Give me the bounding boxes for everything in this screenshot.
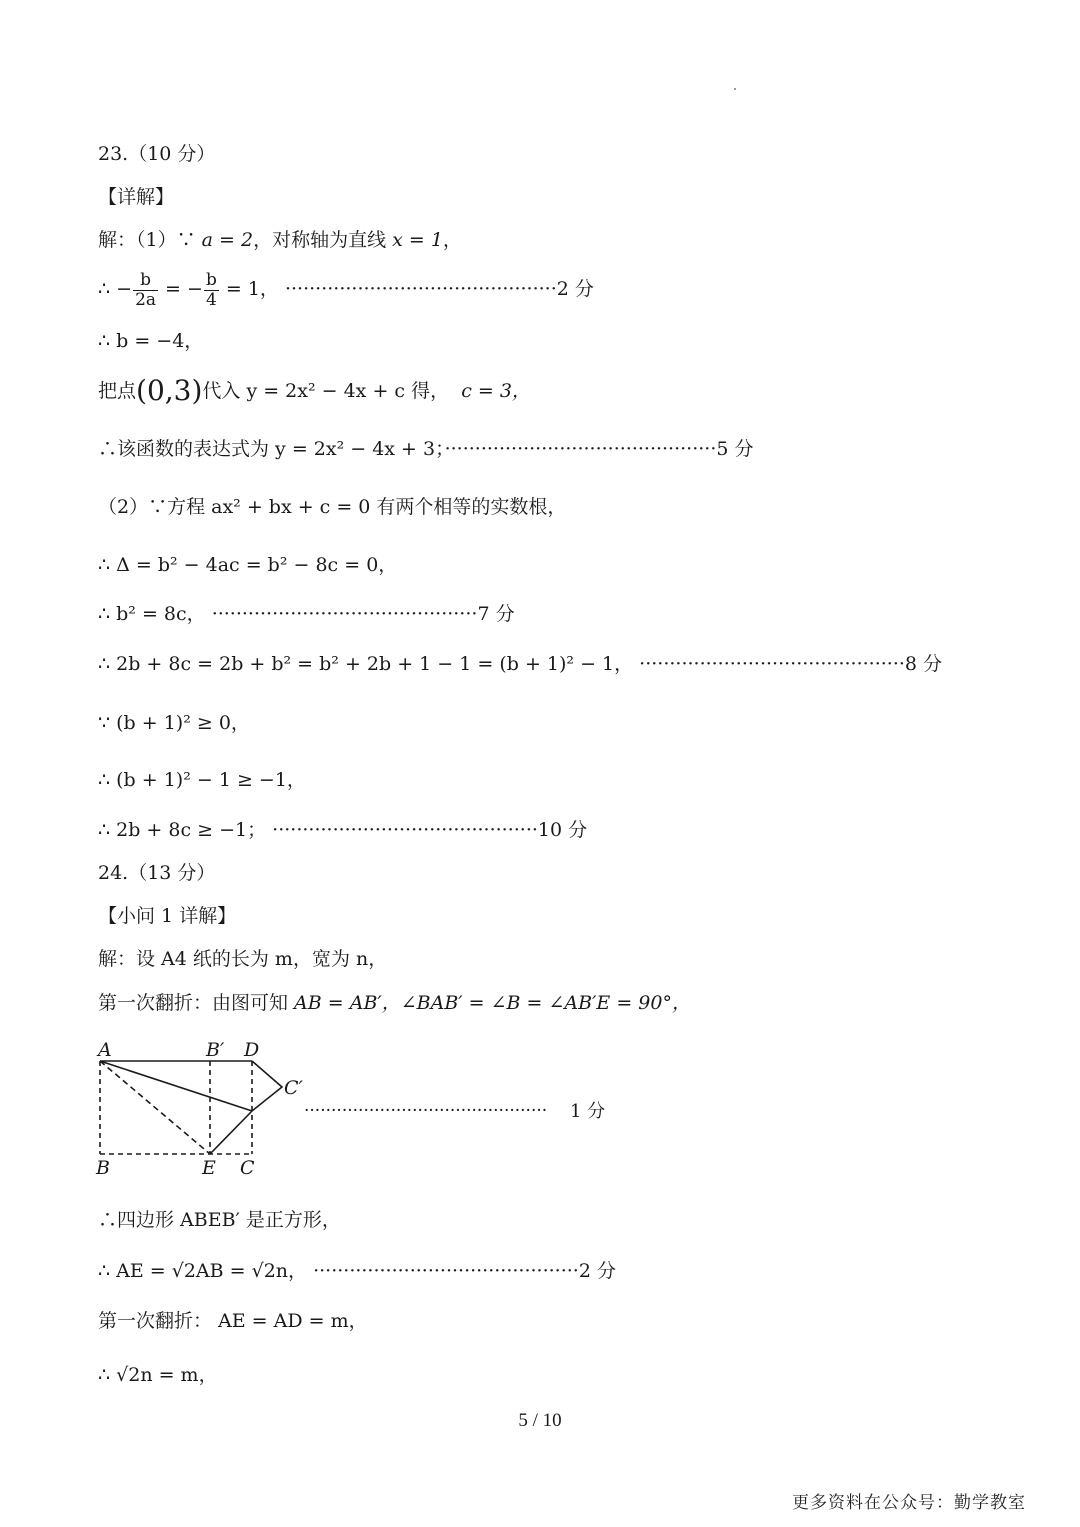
scan-speck (734, 88, 736, 90)
q24-l2-math: AB = AB′，∠BAB′ = ∠B = ∠AB′E = 90°， (294, 992, 691, 1014)
fraction-numerator: b (133, 271, 158, 291)
q24-line-5: 第一次翻折： AE = AD = m， (98, 1310, 368, 1332)
q23-line-3: ∴ b = −4， (98, 330, 204, 352)
q23-line-7: ∴ Δ = b² − 4ac = b² − 8c = 0， (98, 554, 398, 576)
diagonal-AE (100, 1061, 210, 1154)
score-label: 7 分 (477, 603, 515, 625)
fraction-b-over-2a (133, 271, 158, 310)
score-label: 2 分 (578, 1260, 616, 1282)
label-B-prime: B′ (206, 1039, 225, 1061)
q23-line-10: ∵ (b + 1)² ≥ 0， (98, 712, 250, 734)
q23-heading: 23.（10 分） (98, 143, 216, 165)
q23-detail-tag: 【详解】 (98, 186, 175, 208)
q23-l1-pre: 解：（1）∵ (98, 229, 202, 251)
q23-l8-text: ∴ b² = 8c， (98, 603, 206, 625)
q23-l1-eq: a = 2 (201, 229, 254, 251)
fraction-denominator: 4 (205, 289, 217, 310)
fraction-b-over-4 (204, 271, 219, 310)
q24-l4-text: ∴ AE = √2AB = √2n， (98, 1260, 308, 1282)
q23-l4-point: (0,3) (136, 374, 203, 407)
q24-detail-tag: 【小问 1 详解】 (98, 905, 237, 927)
q23-l2-tail: = 1， (219, 278, 279, 300)
q23-line-12 (98, 817, 587, 843)
fraction-numerator: b (205, 269, 217, 290)
q23-l2-eq: = − (159, 278, 203, 300)
q23-line-5 (98, 436, 754, 462)
q23-l5-text: ∴该函数的表达式为 y = 2x² − 4x + 3； (98, 438, 445, 460)
q24-line-6: ∴ √2n = m， (98, 1364, 218, 1386)
q23-l4-mid: 代入 y = 2x² − 4x + c 得， (202, 380, 450, 402)
q24-line-3: ∴四边形 ABEB′ 是正方形， (98, 1209, 341, 1231)
q23-l1-mid: ，对称轴为直线 (253, 229, 393, 251)
q23-line-1 (98, 227, 462, 253)
q24-line-2 (98, 990, 691, 1016)
q23-l1-eq2: x = 1 (392, 229, 443, 251)
leader-dots: ············································· (444, 438, 717, 460)
folded-corner-Cprime (252, 1061, 282, 1111)
q23-line-9 (98, 651, 942, 677)
score-label: 1 分 (570, 1101, 606, 1122)
q24-heading: 24.（13 分） (98, 862, 216, 884)
q24-line-1: 解：设 A4 纸的长为 m，宽为 n， (98, 948, 388, 970)
q23-line-11: ∴ (b + 1)² − 1 ≥ −1， (98, 769, 306, 791)
q23-l12-text: ∴ 2b + 8c ≥ −1； (98, 819, 267, 841)
score-label: 10 分 (537, 819, 588, 841)
leader-dots: ············································ (313, 1260, 579, 1282)
q23-line-6: （2）∵方程 ax² + bx + c = 0 有两个相等的实数根， (98, 496, 567, 518)
label-B: B (96, 1157, 110, 1179)
score-label: 5 分 (716, 438, 754, 460)
folding-diagram (92, 1036, 632, 1181)
leader-dots: ············································ (272, 819, 538, 841)
q23-l9-text: ∴ 2b + 8c = 2b + b² = b² + 2b + 1 − 1 = (b + 1)² − 1， (98, 653, 634, 675)
fold-A-to-DC (100, 1061, 252, 1111)
fold-E-up (210, 1111, 252, 1154)
leader-dots: ············································· (284, 278, 557, 300)
label-C-prime: C′ (284, 1077, 303, 1099)
label-A: A (98, 1039, 112, 1061)
fraction-denominator: 2a (135, 289, 157, 310)
q24-l2-pre: 第一次翻折：由图可知 (98, 992, 295, 1014)
page-number: 5 / 10 (518, 1410, 562, 1431)
q23-l4-c: c = 3， (461, 380, 531, 402)
score-label: 8 分 (904, 653, 943, 675)
watermark: 更多资料在公众号：勤学教室 (792, 1493, 1026, 1513)
score-label: 2 分 (556, 278, 594, 300)
folding-figure (92, 1036, 632, 1186)
leader-dots: ············································ (211, 603, 478, 625)
q24-line-4 (98, 1258, 616, 1284)
q23-line-4 (98, 374, 531, 407)
q23-l4-pre: 把点 (98, 380, 137, 402)
leader-dots: ············································· (304, 1101, 548, 1121)
label-C: C (240, 1157, 255, 1179)
q23-l2-therefore: ∴ − (98, 278, 133, 300)
q23-line-8 (98, 601, 515, 627)
label-E: E (202, 1157, 216, 1179)
leader-dots: ············································ (639, 653, 905, 675)
q23-l1-end: ， (442, 229, 462, 251)
q23-line-2 (98, 266, 594, 312)
label-D: D (244, 1039, 260, 1061)
